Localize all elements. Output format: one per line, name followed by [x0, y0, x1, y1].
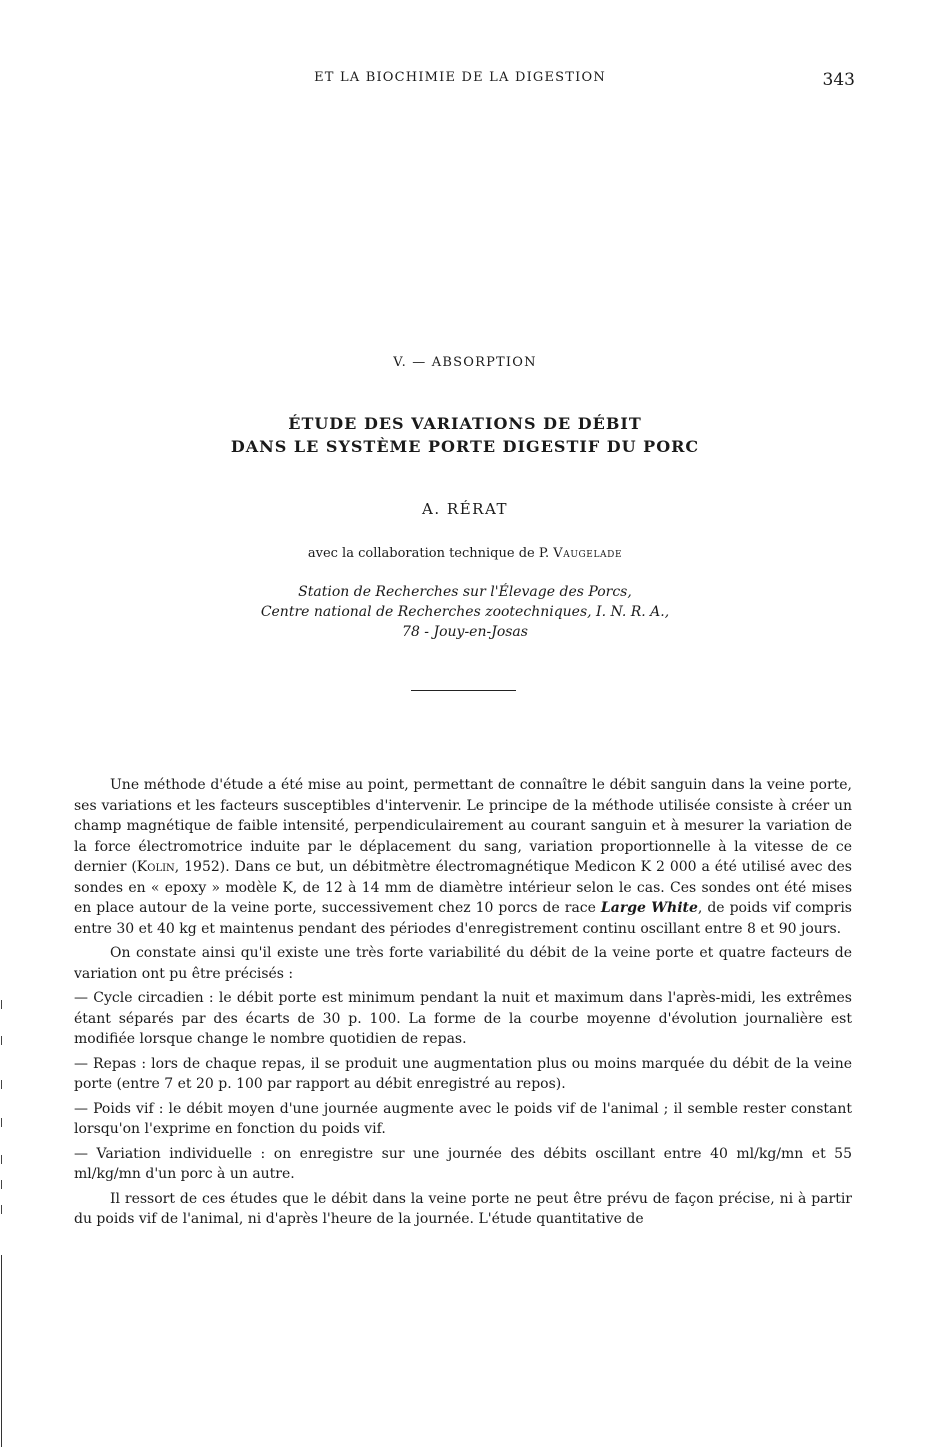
item-body-weight: — Poids vif : le débit moyen d'une journée augmente avec le poids vif de l'animal ; il semble rester constant lorsqu'on l'exprime en fonction du poids vif.: [74, 1100, 852, 1137]
collaborator-name: Vaugelade: [553, 546, 623, 561]
margin-tick: [1, 1118, 2, 1127]
margin-tick: [1, 1036, 2, 1045]
running-head: ET LA BIOCHIMIE DE LA DIGESTION: [314, 70, 606, 85]
paragraph-text: , de poids vif compris entre 30 et 40 kg et maintenus pendant des périodes d'enregistrement continu oscillant entre 8 et 90 jours.: [74, 900, 852, 937]
margin-tick: [1, 1080, 2, 1089]
margin-tick: [1, 1180, 2, 1189]
margin-scan-marks: [0, 1000, 4, 1447]
separator-rule: [411, 690, 516, 691]
item-individual: — Variation individuelle : on enregistre sur une journée des débits oscillant entre 40 ml/kg/mn et 55 ml/kg/mn d'un porc à un autre.: [74, 1145, 852, 1182]
item-meals: — Repas : lors de chaque repas, il se produit une augmentation plus ou moins marquée du débit de la veine porte (entre 7 et 20 p. 100 par rapport au débit enregistré au repos).: [74, 1055, 852, 1092]
title-line-2: DANS LE SYSTÈME PORTE DIGESTIF DU PORC: [230, 437, 700, 456]
title-line-1: ÉTUDE DES VARIATIONS DE DÉBIT: [288, 414, 642, 433]
margin-line: [1, 1255, 2, 1447]
paragraph-conclusion: Il ressort de ces études que le débit dans la veine porte ne peut être prévu de façon précise, ni à partir du poids vif de l'animal, ni d'après l'heure de la journée. L'étude quantitative de: [74, 1190, 852, 1227]
margin-tick: [1, 1000, 2, 1009]
collaboration-prefix: avec la collaboration technique de P.: [307, 546, 554, 561]
section-heading: V. — ABSORPTION: [393, 355, 537, 370]
paragraph-intro: [74, 775, 852, 939]
breed-name: Large White: [600, 900, 698, 916]
article-title: [80, 412, 850, 458]
collaboration-line: [0, 546, 930, 561]
affiliation-line-3: 78 - Jouy-en-Josas: [402, 624, 528, 640]
paragraph-text: Une méthode d'étude a été mise au point, permettant de connaître le débit sanguin dans la veine porte, ses variations et les facteurs susceptibles d'intervenir. Le principe de la méthode utilisée consiste à créer un champ magnétique de faible intensité, perpendiculairement au courant sanguin et à mesurer la variation de la force électromotrice induite par le déplacement du sang, variation proportionnelle à la vitesse de ce dernier (: [74, 777, 852, 875]
affiliation: [0, 582, 930, 642]
affiliation-line-2: Centre national de Recherches zootechniques, I. N. R. A.,: [260, 604, 670, 620]
margin-tick: [1, 1155, 2, 1164]
paragraph-text: , 1952). Dans ce but, un débitmètre électromagnétique Medicon K 2 000 a été utilisé avec des sondes en « epoxy » modèle K, de 12 à 14 mm de diamètre intérieur selon le cas. Ces sondes ont été mises en place autour de la veine porte, successivement chez 10 porcs de race: [74, 859, 852, 916]
citation-author: Kolin: [136, 859, 175, 875]
affiliation-line-1: Station de Recherches sur l'Élevage des Porcs,: [298, 584, 632, 600]
article-body: [74, 775, 852, 1234]
margin-tick: [1, 1205, 2, 1214]
page-number: 343: [822, 70, 855, 90]
item-circadian: — Cycle circadien : le débit porte est minimum pendant la nuit et maximum dans l'après-midi, les extrêmes étant séparés par des écarts de 30 p. 100. La forme de la courbe moyenne d'évolution journalière est modifiée lorsque change le nombre quotidien de repas.: [74, 990, 852, 1047]
paragraph-variability: On constate ainsi qu'il existe une très forte variabilité du débit de la veine porte et quatre facteurs de variation ont pu être précisés :: [74, 945, 852, 982]
author: A. RÉRAT: [422, 500, 508, 518]
